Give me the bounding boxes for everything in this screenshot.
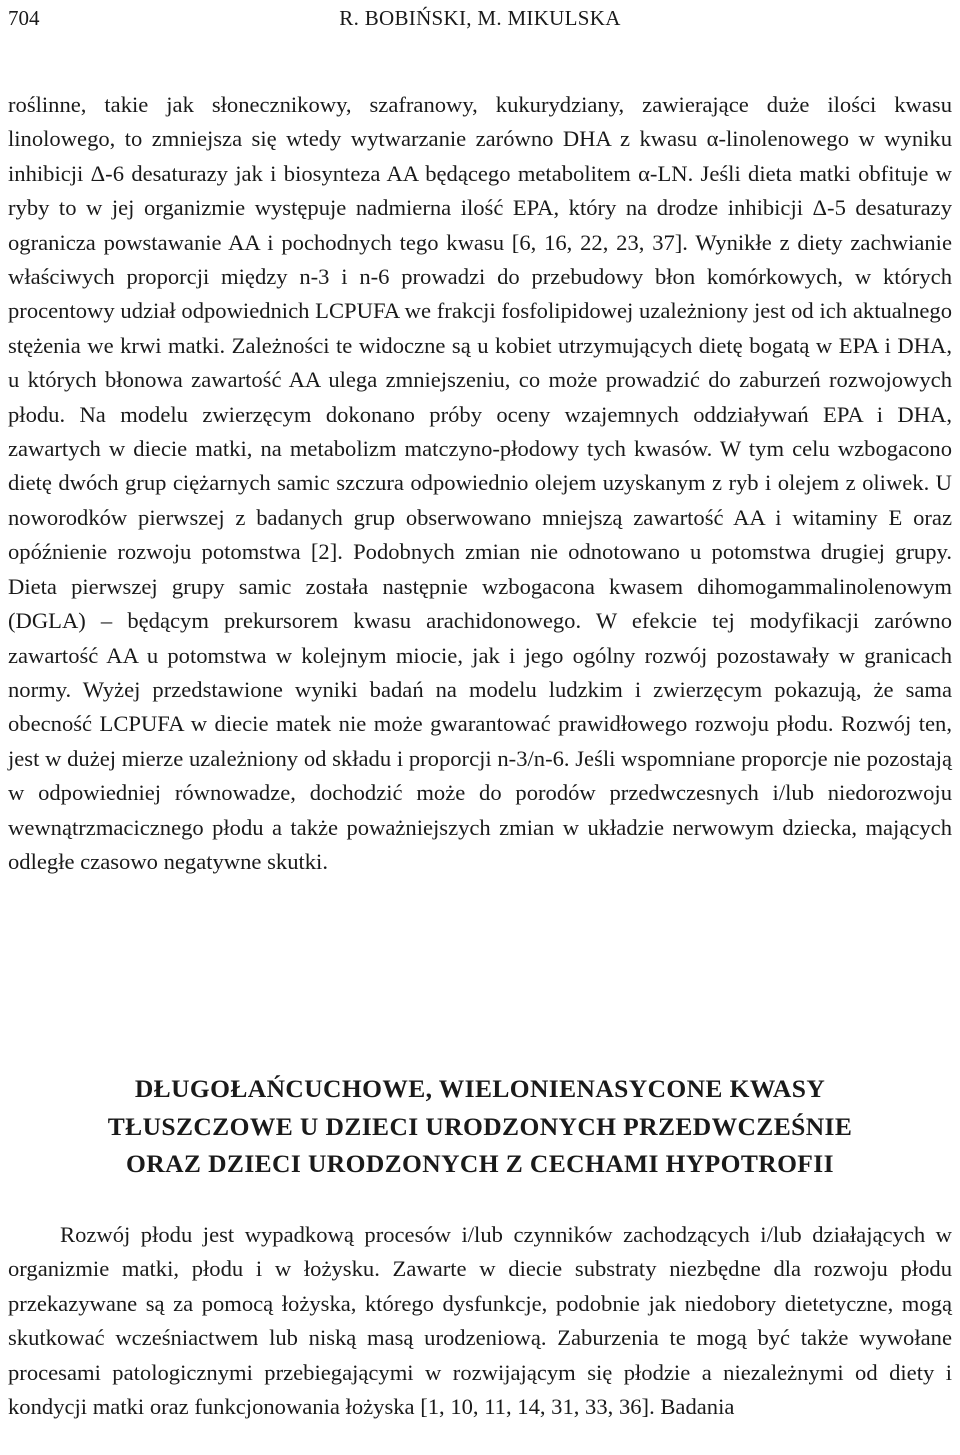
section-heading-line: DŁUGOŁAŃCUCHOWE, WIELONIENASYCONE KWASY [134, 1074, 826, 1103]
body-text-block [8, 1218, 952, 1424]
running-header [8, 4, 952, 32]
body-text-block [8, 88, 952, 879]
section-heading [8, 1070, 952, 1183]
body-paragraph: roślinne, takie jak słonecznikowy, szafranowy, kukurydziany, zawierające duże ilości kwasu linolowego, to zmniejsza się wtedy wytwarzanie zarówno DHA z kwasu α-linolenowego w wyniku inhibicji Δ-6 desaturazy jak i biosynteza AA będącego metabolitem α-LN. Jeśli dieta matki obfituje w ryby to w jej organizmie występuje nadmierna ilość EPA, który na drodze inhibicji Δ-5 desaturazy ogranicza powstawanie AA i pochodnych tego kwasu [6, 16, 22, 23, 37]. Wynikłe z diety zachwianie właściwych proporcji między n-3 i n-6 prowadzi do przebudowy błon komórkowych, w których procentowy udział odpowiednich LCPUFA we frakcji fosfolipidowej uzależniony jest od ich aktualnego stężenia we krwi matki. Zależności te widoczne są u kobiet utrzymujących dietę bogatą w EPA i DHA, u których błonowa zawartość AA ulega zmniejszeniu, co może prowadzić do zaburzeń rozwojowych płodu. Na modelu zwierzęcym dokonano próby oceny wzajemnych oddziaływań EPA i DHA, zawartych w diecie matki, na metabolizm matczyno-płodowy tych kwasów. W tym celu wzbogacono dietę dwóch grup ciężarnych samic szczura odpowiednio olejem uzyskanym z ryb i olejem z oliwek. U noworodków pierwszej z badanych grup obserwowano mniejszą zawartość AA i witaminy E oraz opóźnienie rozwoju potomstwa [2]. Podobnych zmian nie odnotowano u potomstwa drugiej grupy. Dieta pierwszej grupy samic została następnie wzbogacona kwasem dihomogammalinolenowym (DGLA) – będącym prekursorem kwasu arachidonowego. W efekcie tej modyfikacji zarówno zawartość AA u potomstwa w kolejnym miocie, jak i jego ogólny rozwój pozostawały w granicach normy. Wyżej przedstawione wyniki badań na modelu ludzkim i zwierzęcym pokazują, że sama obecność LCPUFA w diecie matek nie może gwarantować prawidłowego rozwoju płodu. Rozwój ten, jest w dużej mierze uzależniony od składu i proporcji n-3/n-6. Jeśli wspomniane proporcje nie pozostają w odpowiedniej równowadze, dochodzić może do porodów przedwczesnych i/lub niedorozwoju wewnątrzmacicznego płodu a także poważniejszych zmian w układzie nerwowym dziecka, mających odległe czasowo negatywne skutki. [8, 92, 952, 874]
section-heading-line: ORAZ DZIECI URODZONYCH Z CECHAMI HYPOTROFII [126, 1149, 834, 1178]
section-heading-line: TŁUSZCZOWE U DZIECI URODZONYCH PRZEDWCZEŚNIE [107, 1111, 853, 1141]
running-title: R. BOBIŃSKI, M. MIKULSKA [339, 6, 621, 30]
body-paragraph: Rozwój płodu jest wypadkową procesów i/lub czynników zachodzących i/lub działających w organizmie matki, płodu i w łożysku. Zawarte w diecie substraty niezbędne dla rozwoju płodu przekazywane są za pomocą łożyska, którego dysfunkcje, podobnie jak niedobory dietetyczne, mogą skutkować wcześniactwem lub niską masą urodzeniową. Zaburzenia te mogą być także wywołane procesami patologicznymi przebiegającymi w rozwijającym się płodzie a niezależnymi od diety i kondycji matki oraz funkcjonowania łożyska [1, 10, 11, 14, 31, 33, 36]. Badania [8, 1222, 952, 1420]
page-number: 704 [8, 6, 40, 30]
